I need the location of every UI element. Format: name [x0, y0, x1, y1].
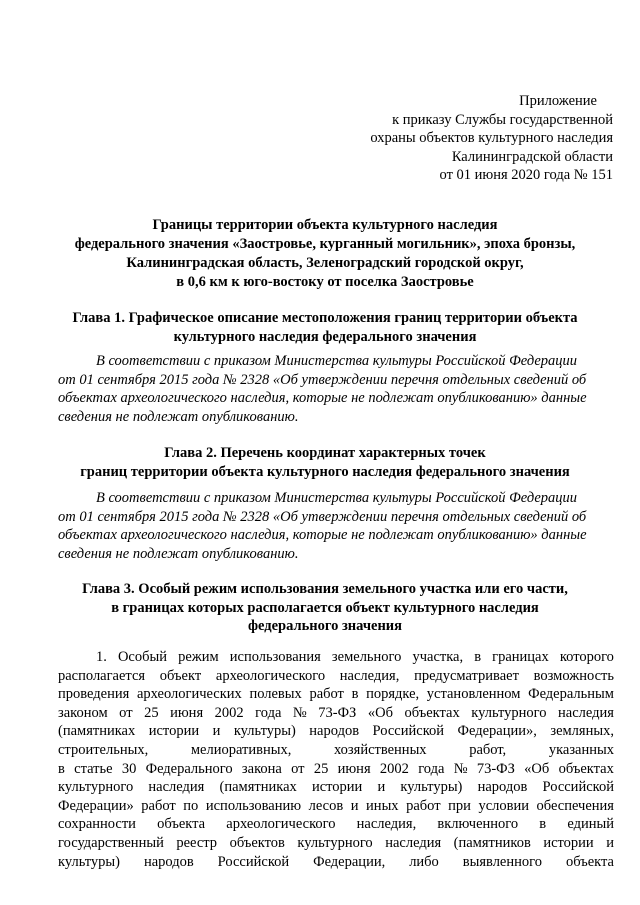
title-line: федерального значения «Заостровье, курганный могильник», эпоха бронзы,: [74, 236, 576, 252]
paragraph-line: 1. Особый режим использования земельного участка, в границах которого: [96, 649, 614, 665]
appendix-line: к приказу Службы государственной: [392, 111, 613, 128]
text-line: объектах археологического наследия, которые не подлежат опубликованию» данные: [58, 390, 587, 407]
appendix-line: охраны объектов культурного наследия: [370, 130, 613, 146]
heading-line: Глава 3. Особый режим использования земельного участка или его части,: [82, 581, 568, 597]
chapter-1-text: [58, 352, 614, 426]
appendix-line: Приложение: [519, 93, 597, 109]
title-line: Калининградская область, Зеленоградский городской округ,: [126, 255, 524, 271]
text-line: от 01 сентября 2015 года № 2328 «Об утверждении перечня отдельных сведений об: [58, 508, 587, 525]
chapter-1-heading: [40, 309, 610, 346]
paragraph-line: проведения археологических полевых работ в порядке, установленном Федеральным: [58, 686, 614, 703]
text-line: В соответствии с приказом Министерства культуры Российской Федерации: [96, 490, 578, 506]
chapter-3-paragraph: [58, 648, 614, 871]
paragraph-line: сохранности объекта археологического наследия, включенного в единый: [58, 816, 614, 833]
appendix-line: от 01 июня 2020 года № 151: [439, 167, 613, 183]
heading-line: Глава 1. Графическое описание местоположения границ территории объекта: [72, 310, 578, 326]
text-line: объектах археологического наследия, которые не подлежат опубликованию» данные: [58, 527, 587, 544]
text-line: сведения не подлежат опубликованию.: [58, 545, 299, 562]
heading-line: культурного наследия федерального значения: [173, 328, 477, 345]
document-title: [40, 216, 610, 292]
heading-line: Глава 2. Перечень координат характерных точек: [164, 445, 486, 461]
paragraph-line: строительных, мелиоративных, хозяйственных работ, указанных: [58, 741, 614, 758]
heading-line: федерального значения: [247, 618, 402, 634]
text-line: от 01 сентября 2015 года № 2328 «Об утверждении перечня отдельных сведений об: [58, 371, 587, 388]
text-line: В соответствии с приказом Министерства культуры Российской Федерации: [96, 353, 578, 369]
heading-line: в границах которых располагается объект культурного наследия: [111, 599, 539, 616]
paragraph-line: культуры) народов Российской Федерации, либо выявленного объекта: [58, 853, 614, 870]
chapter-3-heading: [40, 580, 610, 636]
paragraph-line: культурного наследия (памятниках истории и культуры) народов Российской: [58, 779, 614, 796]
paragraph-line: располагается объект археологического наследия, предусматривает возможность: [58, 667, 614, 684]
paragraph-line: (памятниках истории и культуры) народов Российской Федерации», земляных,: [58, 723, 614, 740]
paragraph-line: законом от 25 июня 2002 года № 73-ФЗ «Об объектах культурного наследия: [58, 704, 614, 721]
paragraph-line: в статье 30 Федерального закона от 25 июня 2002 года № 73-ФЗ «Об объектах: [58, 760, 614, 777]
title-line: в 0,6 км к юго-востоку от поселка Заостровье: [176, 274, 474, 290]
appendix-line: Калининградской области: [451, 148, 613, 165]
appendix-block: [313, 92, 613, 185]
chapter-2-heading: [40, 444, 610, 481]
text-line: сведения не подлежат опубликованию.: [58, 408, 299, 425]
paragraph-line: Федерации» работ по использованию лесов и иных работ при условии обеспечения: [58, 797, 614, 814]
chapter-2-text: [58, 489, 614, 563]
heading-line: границ территории объекта культурного наследия федерального значения: [80, 463, 570, 480]
paragraph-line: государственный реестр объектов культурного наследия (памятников истории и: [58, 834, 614, 851]
title-line: Границы территории объекта культурного наследия: [152, 217, 498, 233]
